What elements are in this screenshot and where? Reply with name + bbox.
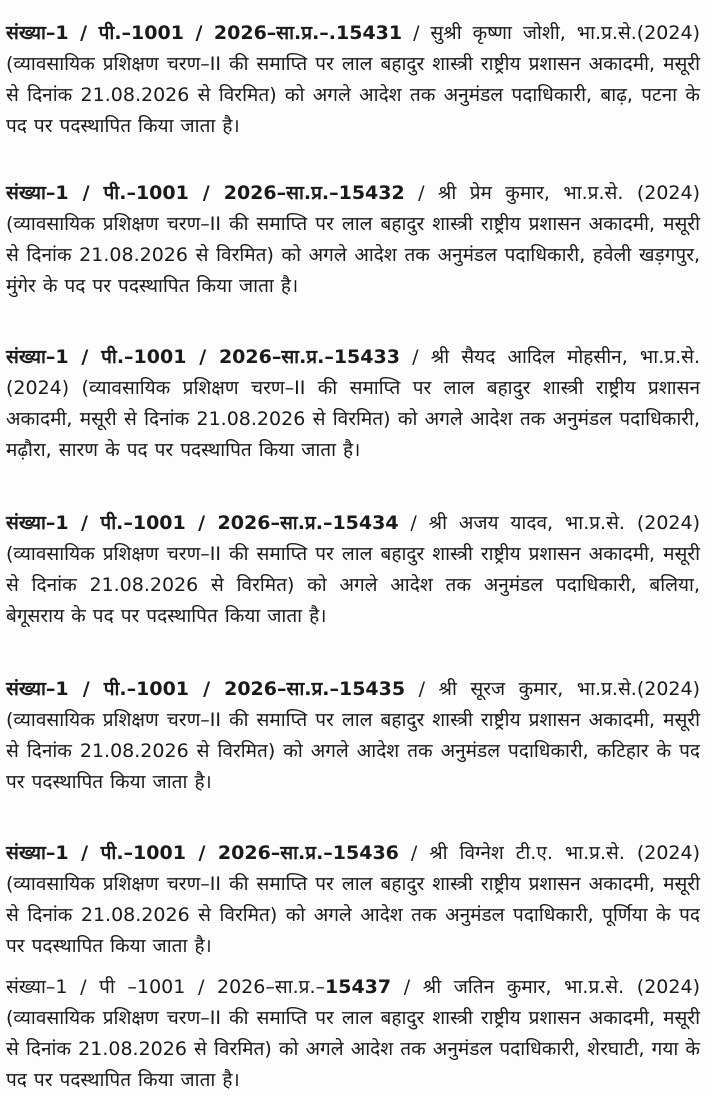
order-paragraph-3 [6, 342, 700, 466]
order-text: / श्री विग्नेश टी.ए. भा.प्र.से. (2024) (व्यावसायिक प्रशिक्षण चरण–II की समाप्ति पर लाल बहादुर शास्त्री राष्ट्रीय प्रशासन अकादमी, मसूरी से दिनांक 21.08.2026 से विरमित) को अगले आदेश तक अनुमंडल पदाधिकारी, पूर्णिया के पद पर पदस्थापित किया जाता है। [6, 842, 701, 957]
order-paragraph-4 [6, 508, 700, 632]
order-paragraph-5 [6, 674, 700, 798]
order-paragraph-1 [6, 18, 700, 142]
order-paragraph-7 [6, 972, 700, 1096]
order-reference-number: संख्या–1 / पी.–1001 / 2026–सा.प्र.–15435 [6, 678, 406, 700]
order-text: / सुश्री कृष्णा जोशी, भा.प्र.से.(2024) (व्यावसायिक प्रशिक्षण चरण–II की समाप्ति पर लाल बहादुर शास्त्री राष्ट्रीय प्रशासन अकादमी, मसूरी से दिनांक 21.08.2026 से विरमित) को अगले आदेश तक अनुमंडल पदाधिकारी, बाढ़, पटना के पद पर पदस्थापित किया जाता है। [6, 22, 700, 137]
order-text: / श्री जतिन कुमार, भा.प्र.से. (2024) (व्यावसायिक प्रशिक्षण चरण–II की समाप्ति पर लाल बहादुर शास्त्री राष्ट्रीय प्रशासन अकादमी, मसूरी से दिनांक 21.08.2026 से विरमित) को अगले आदेश तक अनुमंडल पदाधिकारी, शेरघाटी, गया के पद पर पदस्थापित किया जाता है। [6, 976, 700, 1091]
order-reference-number: संख्या–1 / पी.–1001 / 2026–सा.प्र.–.15431 [6, 22, 403, 44]
order-reference-number [6, 976, 391, 998]
order-reference-number: संख्या–1 / पी.–1001 / 2026–सा.प्र.–15434 [6, 512, 399, 534]
order-text: / श्री सैयद आदिल मोहसीन, भा.प्र.से. (2024) (व्यावसायिक प्रशिक्षण चरण–II की समाप्ति पर लाल बहादुर शास्त्री राष्ट्रीय प्रशासन अकादमी, मसूरी से दिनांक 21.08.2026 से विरमित) को अगले आदेश तक अनुमंडल पदाधिकारी, मढ़ौरा, सारण के पद पर पदस्थापित किया जाता है। [6, 346, 700, 461]
order-text: / श्री अजय यादव, भा.प्र.से. (2024) (व्यावसायिक प्रशिक्षण चरण–II की समाप्ति पर लाल बहादुर शास्त्री राष्ट्रीय प्रशासन अकादमी, मसूरी से दिनांक 21.08.2026 से विरमित) को अगले आदेश तक अनुमंडल पदाधिकारी, बलिया, बेगूसराय के पद पर पदस्थापित किया जाता है। [6, 512, 701, 627]
order-paragraph-6 [6, 838, 700, 962]
order-reference-number: संख्या–1 / पी.–1001 / 2026–सा.प्र.–15433 [6, 346, 400, 368]
order-reference-serial: 15437 [325, 976, 392, 998]
order-text: / श्री सूरज कुमार, भा.प्र.से.(2024) (व्यावसायिक प्रशिक्षण चरण–II की समाप्ति पर लाल बहादुर शास्त्री राष्ट्रीय प्रशासन अकादमी, मसूरी से दिनांक 21.08.2026 से विरमित) को अगले आदेश तक अनुमंडल पदाधिकारी, कटिहार के पद पर पदस्थापित किया जाता है। [6, 678, 701, 793]
order-reference-prefix: संख्या–1 / पी –1001 / 2026–सा.प्र.– [6, 976, 326, 998]
order-reference-number: संख्या–1 / पी.–1001 / 2026–सा.प्र.–15436 [6, 842, 399, 864]
order-paragraph-2 [6, 178, 700, 302]
order-text: / श्री प्रेम कुमार, भा.प्र.से. (2024) (व्यावसायिक प्रशिक्षण चरण–II की समाप्ति पर लाल बहादुर शास्त्री राष्ट्रीय प्रशासन अकादमी, मसूरी से दिनांक 21.08.2026 से विरमित) को अगले आदेश तक अनुमंडल पदाधिकारी, हवेली खड़गपुर, मुंगेर के पद पर पदस्थापित किया जाता है। [6, 182, 700, 297]
order-reference-number: संख्या–1 / पी.–1001 / 2026–सा.प्र.–15432 [6, 182, 405, 204]
